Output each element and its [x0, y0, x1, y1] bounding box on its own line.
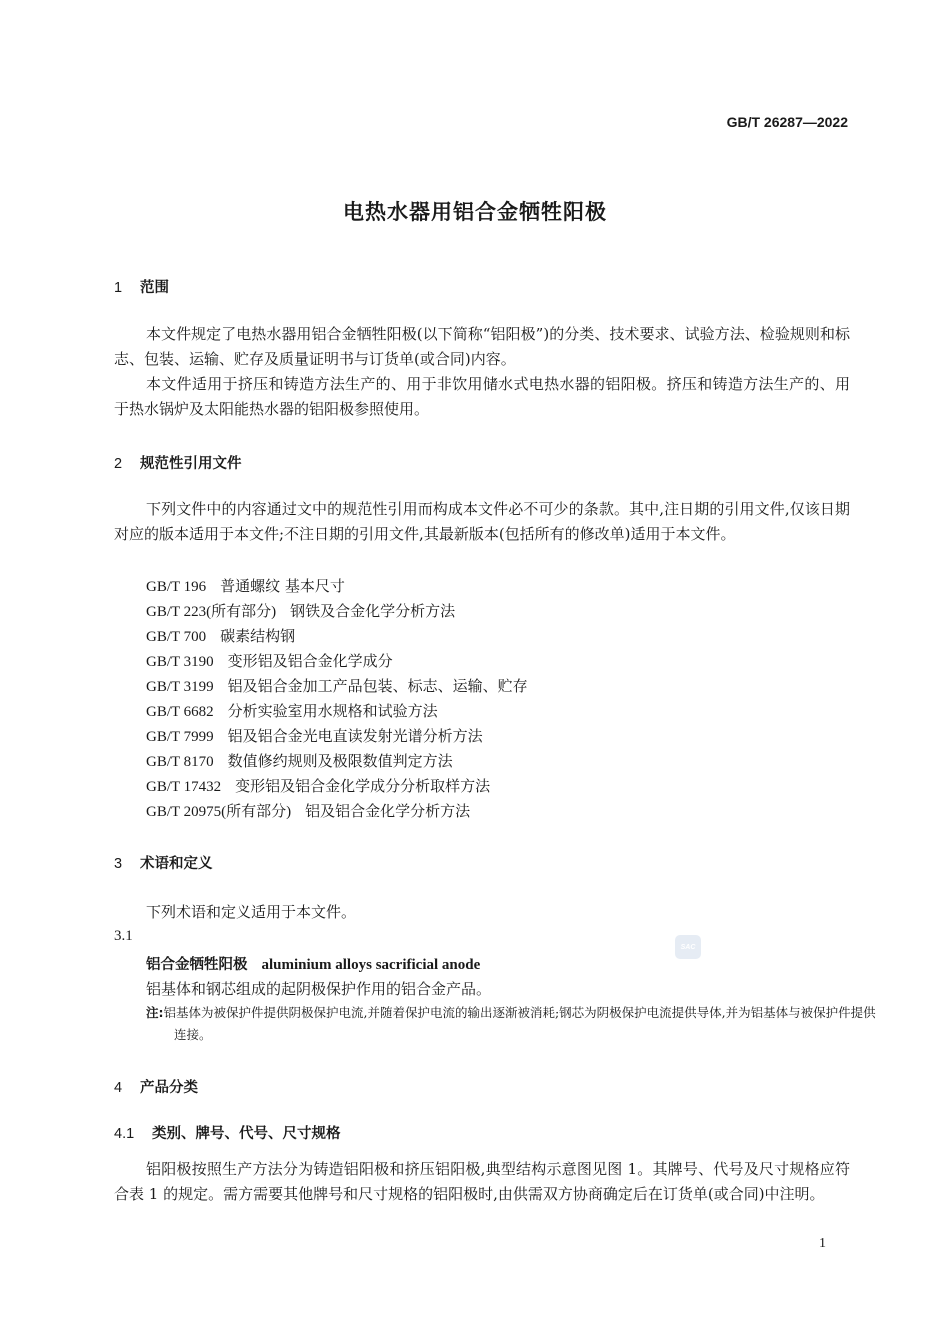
section-title: 产品分类 — [140, 1080, 198, 1096]
references-intro: 下列文件中的内容通过文中的规范性引用而构成本文件必不可少的条款。其中,注日期的引用文件,仅该日期对应的版本适用于本文件;不注日期的引用文件,其最新版本(包括所有的修改单)适用于本文件。 — [114, 500, 850, 543]
section-number: 4 — [114, 1080, 123, 1096]
section-number: 3 — [114, 856, 123, 872]
reference-title: 分析实验室用水规格和试验方法 — [227, 702, 438, 720]
reference-title: 铝及铝合金光电直读发射光谱分析方法 — [227, 727, 483, 745]
document-title: 电热水器用铝合金牺牲阳极 — [343, 200, 607, 224]
term-number: 3.1 — [114, 928, 133, 944]
reference-title: 数值修约规则及极限数值判定方法 — [227, 752, 453, 770]
reference-code: GB/T 3199 — [146, 679, 214, 695]
reference-item — [146, 700, 438, 721]
term-entry — [146, 953, 480, 974]
term-note — [146, 1002, 880, 1046]
term-english: aluminium alloys sacrificial anode — [261, 957, 481, 973]
reference-title: 铝及铝合金加工产品包装、标志、运输、贮存 — [227, 677, 528, 695]
reference-title: 铝及铝合金化学分析方法 — [305, 802, 471, 820]
subsection-title: 类别、牌号、代号、尺寸规格 — [152, 1126, 341, 1142]
page-number: 1 — [819, 1236, 826, 1251]
section-2-heading — [114, 452, 242, 473]
reference-title: 碳素结构钢 — [220, 627, 296, 645]
reference-item — [146, 650, 393, 671]
reference-code: GB/T 17432 — [146, 779, 222, 795]
standard-code: GB/T 26287—2022 — [726, 114, 848, 130]
reference-code: GB/T 8170 — [146, 754, 214, 770]
section-3-heading — [114, 852, 213, 873]
section-number: 2 — [114, 456, 123, 472]
subsection-4-1-heading — [114, 1122, 341, 1143]
section-1-heading — [114, 276, 169, 297]
reference-code: GB/T 196 — [146, 579, 207, 595]
section-title: 范围 — [140, 280, 169, 296]
reference-title: 变形铝及铝合金化学成分 — [227, 652, 393, 670]
note-text: 铝基体为被保护件提供阴极保护电流,并随着保护电流的输出逐渐被消耗;钢芯为阴极保护电流提供导体,并为铝基体与被保护件提供连接。 — [163, 1005, 876, 1042]
reference-item — [146, 775, 490, 796]
reference-title: 变形铝及铝合金化学成分分析取样方法 — [235, 777, 491, 795]
reference-item — [146, 575, 345, 596]
section-title: 规范性引用文件 — [140, 456, 242, 472]
reference-item — [146, 725, 483, 746]
reference-code: GB/T 700 — [146, 629, 207, 645]
terms-intro: 下列术语和定义适用于本文件。 — [146, 903, 357, 921]
reference-item — [146, 675, 528, 696]
sac-watermark-logo: SAC — [675, 935, 701, 959]
reference-code: GB/T 6682 — [146, 704, 214, 720]
scope-paragraph-1: 本文件规定了电热水器用铝合金牺牲阳极(以下简称“铝阳极”)的分类、技术要求、试验方法、检验规则和标志、包装、运输、贮存及质量证明书与订货单(或合同)内容。 — [114, 325, 850, 368]
classification-paragraph: 铝阳极按照生产方法分为铸造铝阳极和挤压铝阳极,典型结构示意图见图 1。其牌号、代号及尺寸规格应符合表 1 的规定。需方需要其他牌号和尺寸规格的铝阳极时,由供需双方协商确定后在订货单(或合同)中注明。 — [114, 1160, 850, 1203]
term-definition: 铝基体和钢芯组成的起阴极保护作用的铝合金产品。 — [146, 980, 492, 998]
reference-code: GB/T 223(所有部分) — [146, 604, 277, 620]
reference-title: 普通螺纹 基本尺寸 — [220, 577, 345, 595]
reference-item — [146, 625, 295, 646]
term-chinese: 铝合金牺牲阳极 — [146, 957, 248, 973]
section-number: 1 — [114, 280, 123, 296]
scope-paragraph-2: 本文件适用于挤压和铸造方法生产的、用于非饮用储水式电热水器的铝阳极。挤压和铸造方法生产的、用于热水锅炉及太阳能热水器的铝阳极参照使用。 — [114, 375, 850, 418]
note-label: 注: — [146, 1005, 164, 1020]
reference-item — [146, 750, 453, 771]
section-4-heading — [114, 1076, 198, 1097]
section-title: 术语和定义 — [140, 856, 213, 872]
reference-title: 钢铁及合金化学分析方法 — [290, 602, 456, 620]
reference-code: GB/T 20975(所有部分) — [146, 804, 292, 820]
reference-code: GB/T 7999 — [146, 729, 214, 745]
reference-item — [146, 600, 455, 621]
reference-item — [146, 800, 470, 821]
subsection-number: 4.1 — [114, 1126, 135, 1142]
reference-code: GB/T 3190 — [146, 654, 214, 670]
